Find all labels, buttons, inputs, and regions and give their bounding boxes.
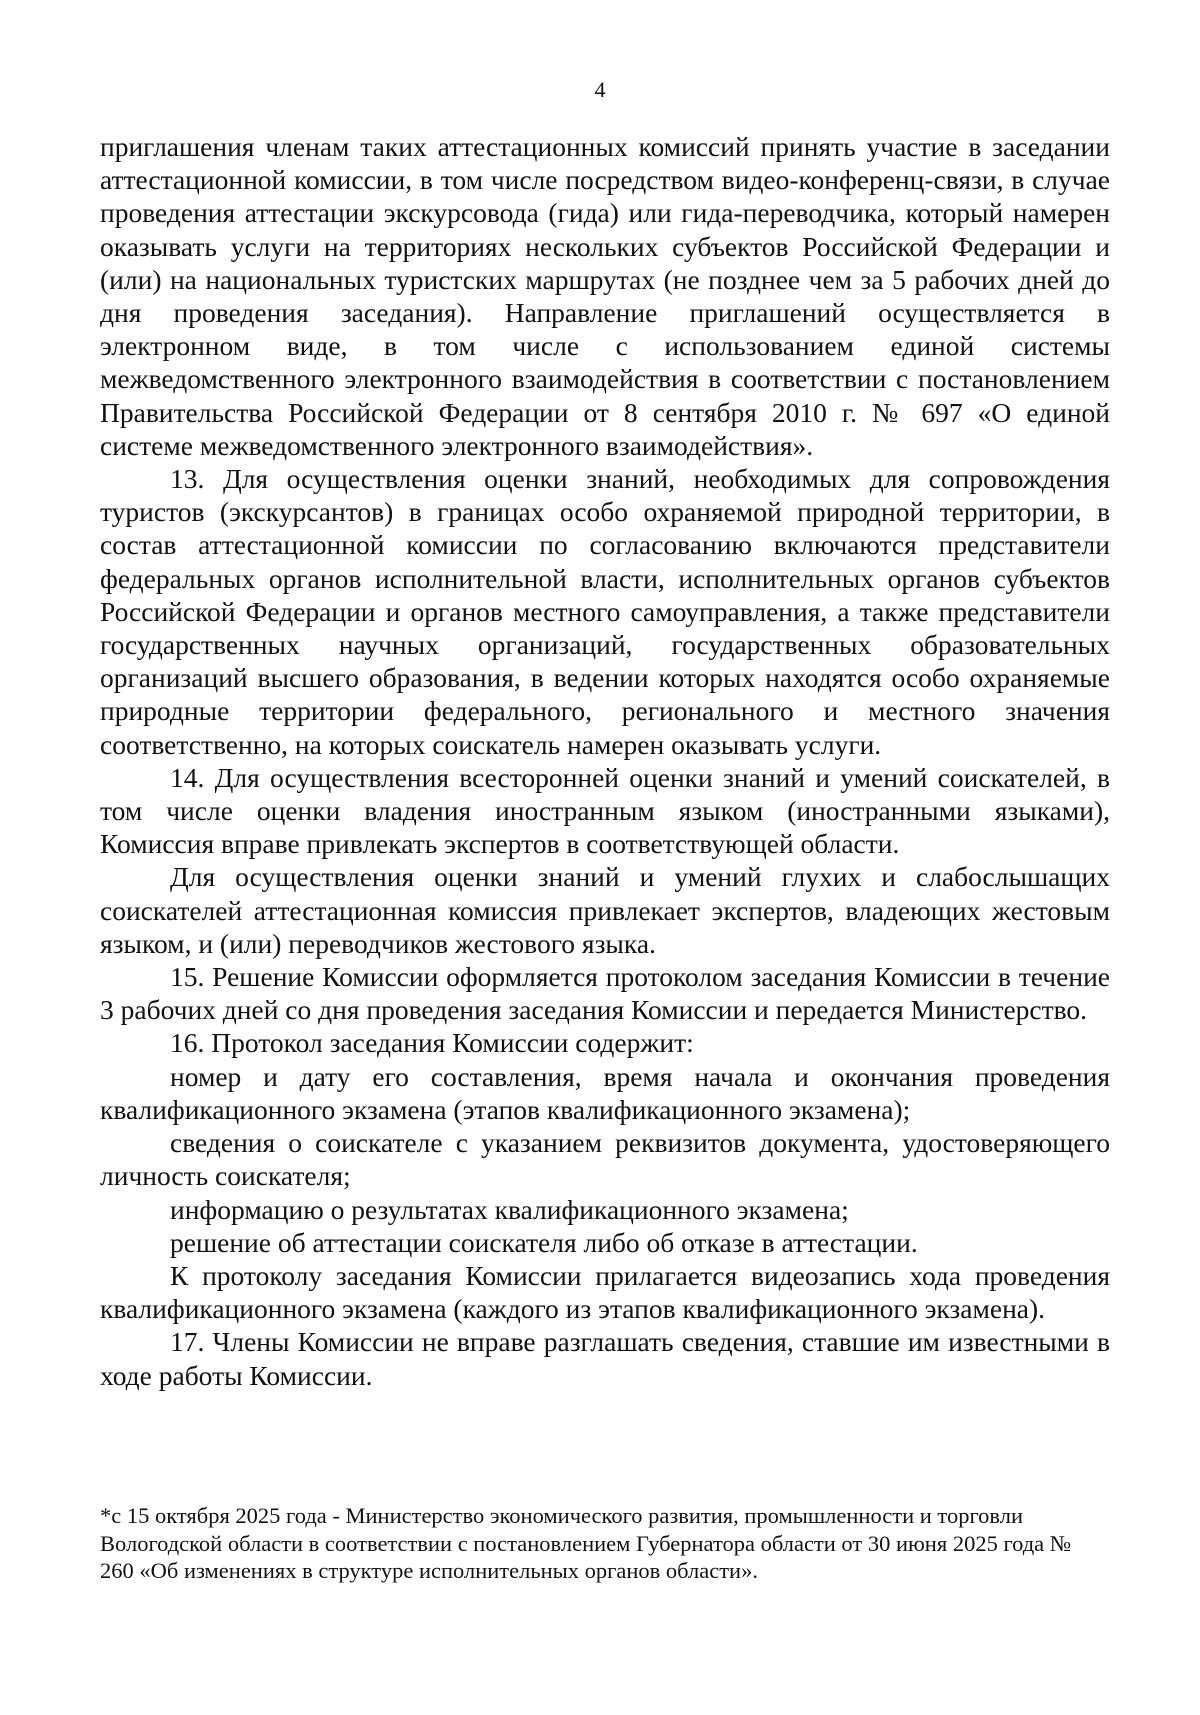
paragraph-item-15: 15. Решение Комиссии оформляется протоколом заседания Комиссии в течение 3 рабочих дней со дня проведения заседания Комиссии и передается Министерство. xyxy=(100,961,1110,1026)
paragraph-item-16: 16. Протокол заседания Комиссии содержит: xyxy=(170,1027,694,1059)
footnote xyxy=(100,1502,1110,1585)
document-body xyxy=(100,130,1110,1392)
paragraph-item-16-decision: решение об аттестации соискателя либо об отказе в аттестации. xyxy=(170,1226,918,1258)
paragraph-item-16-date-number: номер и дату его составления, время начала и окончания проведения квалификационного экзамена (этапов квалификационного экзамена); xyxy=(100,1060,1110,1125)
paragraph-item-14: 14. Для осуществления всесторонней оценки знаний и умений соискателей, в том числе оценки владения иностранным языком (иностранными языками), Комиссия вправе привлекать экспертов в соответствующей области. xyxy=(100,761,1110,860)
paragraph-item-16-applicant-info: сведения о соискателе с указанием реквизитов документа, удостоверяющего личность соискателя; xyxy=(100,1127,1110,1192)
paragraph-item-17: 17. Члены Комиссии не вправе разглашать сведения, ставшие им известными в ходе работы Комиссии. xyxy=(100,1326,1110,1391)
paragraph-continuation: приглашения членам таких аттестационных комиссий принять участие в заседании аттестационной комиссии, в том числе посредством видео-конференц-связи, в случае проведения аттестации экскурсовода (гида) или гида-переводчика, который намерен оказывать услуги на территориях нескольких субъектов Российской Федерации и (или) на национальных туристских маршрутах (не позднее чем за 5 рабочих дней до дня проведения заседания). Направление приглашений осуществляется в электронном виде, в том числе с использованием единой системы межведомственного электронного взаимодействия в соответствии с постановлением Правительства Российской Федерации от 8 сентября 2010 г. № 697 «О единой системе межведомственного электронного взаимодействия». xyxy=(100,131,1110,461)
paragraph-item-13: 13. Для осуществления оценки знаний, необходимых для сопровождения туристов (экскурсантов) в границах особо охраняемой природной территории, в состав аттестационной комиссии по согласованию включаются представители федеральных органов исполнительной власти, исполнительных органов субъектов Российской Федерации и органов местного самоуправления, а также представители государственных научных организаций, государственных образовательных организаций высшего образования, в ведении которых находятся особо охраняемые природные территории федерального, регионального и местного значения соответственно, на которых соискатель намерен оказывать услуги. xyxy=(100,463,1110,760)
paragraph-item-14-deaf-experts: Для осуществления оценки знаний и умений глухих и слабослышащих соискателей аттестационная комиссия привлекает экспертов, владеющих жестовым языком, и (или) переводчиков жестового языка. xyxy=(100,861,1110,959)
page-number: 4 xyxy=(594,77,606,102)
paragraph-item-16-results: информацию о результатах квалификационного экзамена; xyxy=(170,1193,849,1225)
paragraph-item-16-video: К протоколу заседания Комиссии прилагается видеозапись хода проведения квалификационного экзамена (каждого из этапов квалификационного экзамена). xyxy=(100,1259,1110,1325)
footnote-text: *с 15 октября 2025 года - Министерство экономического развития, промышленности и торговли Вологодской области в соответствии с постановлением Губернатора области от 30 июня 2025 года № 260 «Об изменениях в структуре исполнительных органов области». xyxy=(100,1503,1072,1583)
